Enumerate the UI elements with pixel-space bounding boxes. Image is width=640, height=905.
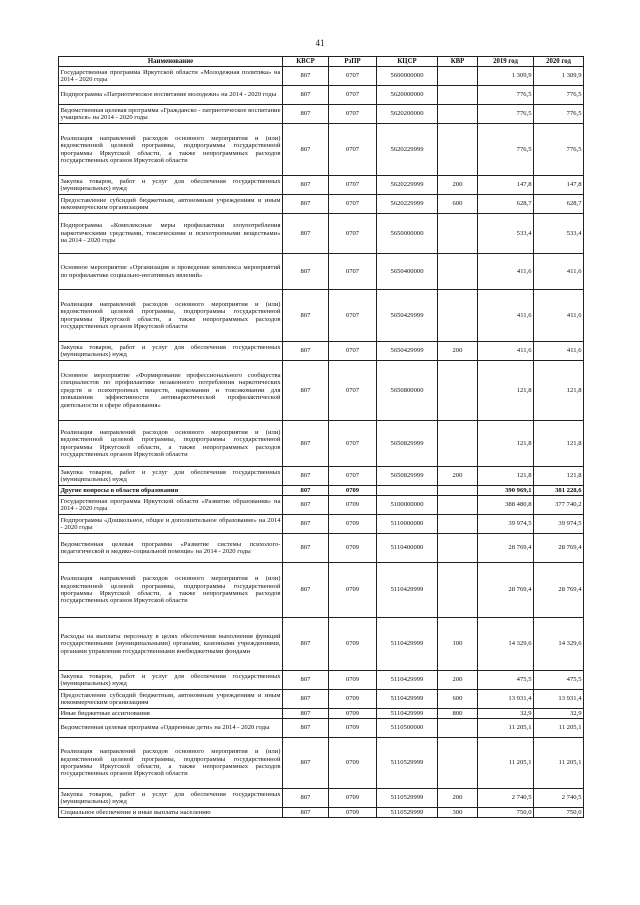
cell-kvr bbox=[438, 254, 478, 290]
cell-rzpr: 0707 bbox=[329, 290, 377, 342]
page-number: 41 bbox=[315, 38, 325, 48]
cell-name: Социальное обеспечение и иные выплаты населению bbox=[59, 808, 283, 818]
cell-kvsr: 807 bbox=[283, 195, 329, 214]
cell-y2020: 533,4 bbox=[534, 214, 584, 254]
table-row bbox=[59, 421, 584, 467]
cell-kcsr: 5650429999 bbox=[377, 290, 438, 342]
cell-y2019: 533,4 bbox=[478, 214, 534, 254]
cell-y2019: 411,6 bbox=[478, 254, 534, 290]
cell-kvsr: 807 bbox=[283, 290, 329, 342]
cell-y2019: 121,8 bbox=[478, 467, 534, 486]
cell-name: Ведомственная целевая программа «Развитие системы психолого-педагогической и медико-социальной помощи» на 2014 - 2020 годы bbox=[59, 534, 283, 563]
cell-name: Реализация направлений расходов основного мероприятия и (или) ведомственной целевой программы, подпрограммы государственной программы Иркутской области, а также непрограммных расходов государственных органов Иркутской области bbox=[59, 124, 283, 176]
cell-kcsr: 5620229999 bbox=[377, 195, 438, 214]
cell-name: Реализация направлений расходов основного мероприятия и (или) ведомственной целевой программы, подпрограммы государственной программы Иркутской области, а также непрограммных расходов государственных органов Иркутской области bbox=[59, 421, 283, 467]
cell-name: Основное мероприятие «Организация и проведение комплекса мероприятий по профилактике социально-негативных явлений» bbox=[59, 254, 283, 290]
cell-kcsr: 5100000000 bbox=[377, 496, 438, 515]
cell-rzpr: 0707 bbox=[329, 342, 377, 361]
table-row bbox=[59, 290, 584, 342]
cell-kcsr: 5110500000 bbox=[377, 719, 438, 738]
cell-rzpr: 0707 bbox=[329, 421, 377, 467]
table-row bbox=[59, 105, 584, 124]
cell-y2019: 2 740,5 bbox=[478, 789, 534, 808]
cell-y2019: 13 931,4 bbox=[478, 690, 534, 709]
cell-y2020: 13 931,4 bbox=[534, 690, 584, 709]
cell-kvr: 200 bbox=[438, 342, 478, 361]
cell-y2019: 1 309,9 bbox=[478, 67, 534, 86]
cell-kvsr: 807 bbox=[283, 618, 329, 671]
cell-y2019: 388 480,8 bbox=[478, 496, 534, 515]
cell-kvr bbox=[438, 67, 478, 86]
cell-name: Предоставление субсидий бюджетным, автономным учреждениям и иным некоммерческим организациям bbox=[59, 690, 283, 709]
cell-name: Реализация направлений расходов основного мероприятия и (или) ведомственной целевой программы, подпрограммы государственной программы Иркутской области, а также непрограммных расходов государственных органов Иркутской области bbox=[59, 290, 283, 342]
cell-kvsr: 807 bbox=[283, 342, 329, 361]
cell-kvsr: 807 bbox=[283, 86, 329, 105]
cell-rzpr: 0709 bbox=[329, 486, 377, 496]
cell-y2020: 628,7 bbox=[534, 195, 584, 214]
cell-y2019: 776,5 bbox=[478, 105, 534, 124]
cell-kcsr: 5110429999 bbox=[377, 709, 438, 719]
cell-y2020: 411,6 bbox=[534, 254, 584, 290]
cell-kvr: 200 bbox=[438, 671, 478, 690]
cell-kvsr: 807 bbox=[283, 486, 329, 496]
cell-kvr bbox=[438, 105, 478, 124]
cell-y2020: 28 769,4 bbox=[534, 534, 584, 563]
cell-kvsr: 807 bbox=[283, 738, 329, 789]
cell-y2020: 776,5 bbox=[534, 105, 584, 124]
cell-kvr: 600 bbox=[438, 195, 478, 214]
cell-kvsr: 807 bbox=[283, 515, 329, 534]
cell-y2019: 776,5 bbox=[478, 86, 534, 105]
cell-y2019: 11 205,1 bbox=[478, 719, 534, 738]
cell-kcsr: 5110429999 bbox=[377, 671, 438, 690]
cell-rzpr: 0709 bbox=[329, 789, 377, 808]
cell-kvsr: 807 bbox=[283, 534, 329, 563]
cell-kvsr: 807 bbox=[283, 789, 329, 808]
cell-kvsr: 807 bbox=[283, 808, 329, 818]
cell-rzpr: 0707 bbox=[329, 254, 377, 290]
table-row bbox=[59, 342, 584, 361]
cell-name: Расходы на выплаты персоналу в целях обеспечения выполнения функций государственными (муниципальными) органами, казенными учреждениями, органами управления государственными внебюджетными фондами bbox=[59, 618, 283, 671]
table-row bbox=[59, 563, 584, 618]
cell-kvsr: 807 bbox=[283, 124, 329, 176]
cell-kcsr: 5620229999 bbox=[377, 124, 438, 176]
cell-name: Подпрограмма «Патриотическое воспитание молодежи» на 2014 - 2020 годы bbox=[59, 86, 283, 105]
cell-kcsr: 5110529999 bbox=[377, 789, 438, 808]
cell-kcsr: 5620229999 bbox=[377, 176, 438, 195]
table-row bbox=[59, 214, 584, 254]
header-name: Наименование bbox=[59, 57, 283, 67]
cell-y2019: 475,5 bbox=[478, 671, 534, 690]
table-row bbox=[59, 195, 584, 214]
cell-name: Закупка товаров, работ и услуг для обеспечения государственных (муниципальных) нужд bbox=[59, 467, 283, 486]
cell-rzpr: 0709 bbox=[329, 496, 377, 515]
table-row bbox=[59, 254, 584, 290]
cell-rzpr: 0709 bbox=[329, 738, 377, 789]
cell-kvsr: 807 bbox=[283, 709, 329, 719]
cell-kcsr: 5110000000 bbox=[377, 515, 438, 534]
cell-kvsr: 807 bbox=[283, 496, 329, 515]
cell-kvr bbox=[438, 738, 478, 789]
cell-rzpr: 0709 bbox=[329, 534, 377, 563]
cell-kvsr: 807 bbox=[283, 421, 329, 467]
cell-y2020: 2 740,5 bbox=[534, 789, 584, 808]
table-row bbox=[59, 690, 584, 709]
table-row bbox=[59, 709, 584, 719]
cell-kvr: 200 bbox=[438, 789, 478, 808]
cell-y2020: 381 228,6 bbox=[534, 486, 584, 496]
table-row bbox=[59, 496, 584, 515]
table-row bbox=[59, 486, 584, 496]
cell-kcsr: 5650429999 bbox=[377, 342, 438, 361]
cell-kvsr: 807 bbox=[283, 214, 329, 254]
cell-y2019: 776,5 bbox=[478, 124, 534, 176]
cell-kvr bbox=[438, 124, 478, 176]
cell-kvsr: 807 bbox=[283, 671, 329, 690]
cell-y2019: 147,8 bbox=[478, 176, 534, 195]
cell-kvr: 200 bbox=[438, 467, 478, 486]
cell-kvr: 100 bbox=[438, 618, 478, 671]
cell-name: Подпрограмма «Дошкольное, общее и дополнительное образование» на 2014 - 2020 годы bbox=[59, 515, 283, 534]
cell-kvsr: 807 bbox=[283, 105, 329, 124]
cell-y2020: 1 309,9 bbox=[534, 67, 584, 86]
cell-kcsr: 5650829999 bbox=[377, 421, 438, 467]
cell-y2020: 750,0 bbox=[534, 808, 584, 818]
cell-rzpr: 0707 bbox=[329, 176, 377, 195]
table-row bbox=[59, 789, 584, 808]
cell-name: Предоставление субсидий бюджетным, автономным учреждениям и иным некоммерческим организациям bbox=[59, 195, 283, 214]
cell-kcsr: 5110429999 bbox=[377, 563, 438, 618]
cell-name: Закупка товаров, работ и услуг для обеспечения государственных (муниципальных) нужд bbox=[59, 789, 283, 808]
cell-y2019: 28 769,4 bbox=[478, 534, 534, 563]
cell-y2019: 28 769,4 bbox=[478, 563, 534, 618]
cell-rzpr: 0709 bbox=[329, 690, 377, 709]
header-kvsr: КВСР bbox=[283, 57, 329, 67]
cell-kcsr: 5620000000 bbox=[377, 86, 438, 105]
cell-rzpr: 0707 bbox=[329, 214, 377, 254]
cell-rzpr: 0707 bbox=[329, 361, 377, 421]
cell-kvr bbox=[438, 496, 478, 515]
cell-kvsr: 807 bbox=[283, 176, 329, 195]
table-row bbox=[59, 86, 584, 105]
cell-name: Иные бюджетные ассигнования bbox=[59, 709, 283, 719]
cell-kvr bbox=[438, 421, 478, 467]
cell-y2020: 121,8 bbox=[534, 467, 584, 486]
cell-kvsr: 807 bbox=[283, 690, 329, 709]
cell-y2019: 121,8 bbox=[478, 421, 534, 467]
table-row bbox=[59, 671, 584, 690]
cell-y2020: 411,6 bbox=[534, 342, 584, 361]
cell-kvr bbox=[438, 563, 478, 618]
table-row bbox=[59, 534, 584, 563]
cell-name: Закупка товаров, работ и услуг для обеспечения государственных (муниципальных) нужд bbox=[59, 176, 283, 195]
header-rzpr: РзПР bbox=[329, 57, 377, 67]
cell-rzpr: 0707 bbox=[329, 67, 377, 86]
cell-y2020: 121,8 bbox=[534, 361, 584, 421]
cell-name: Подпрограмма «Комплексные меры профилактики злоупотребления наркотическими средствами, токсическими и психотропными веществами» на 2014 - 2020 годы bbox=[59, 214, 283, 254]
cell-kcsr: 5110429999 bbox=[377, 690, 438, 709]
cell-kvsr: 807 bbox=[283, 67, 329, 86]
budget-table bbox=[58, 56, 584, 818]
cell-kcsr: 5110400000 bbox=[377, 534, 438, 563]
cell-name: Реализация направлений расходов основного мероприятия и (или) ведомственной целевой программы, подпрограммы государственной программы Иркутской области, а также непрограммных расходов государственных органов Иркутской области bbox=[59, 738, 283, 789]
cell-kvsr: 807 bbox=[283, 467, 329, 486]
cell-kvr: 800 bbox=[438, 709, 478, 719]
cell-y2020: 776,5 bbox=[534, 124, 584, 176]
cell-name: Государственная программа Иркутской области «Молодежная политика» на 2014 - 2020 годы bbox=[59, 67, 283, 86]
cell-kcsr: 5650800000 bbox=[377, 361, 438, 421]
cell-kvsr: 807 bbox=[283, 563, 329, 618]
cell-y2019: 11 205,1 bbox=[478, 738, 534, 789]
cell-kvr bbox=[438, 486, 478, 496]
cell-y2019: 121,8 bbox=[478, 361, 534, 421]
cell-kcsr: 5110529999 bbox=[377, 808, 438, 818]
table-header-row bbox=[59, 57, 584, 67]
header-2020: 2020 год bbox=[534, 57, 584, 67]
cell-name: Другие вопросы в области образования bbox=[59, 486, 283, 496]
cell-y2020: 28 769,4 bbox=[534, 563, 584, 618]
cell-y2020: 11 205,1 bbox=[534, 738, 584, 789]
cell-name: Ведомственная целевая программа «Гражданско - патриотическое воспитание учащихся» на 2014 - 2020 годы bbox=[59, 105, 283, 124]
cell-y2020: 14 329,6 bbox=[534, 618, 584, 671]
cell-y2019: 39 974,5 bbox=[478, 515, 534, 534]
cell-rzpr: 0707 bbox=[329, 86, 377, 105]
cell-kvr bbox=[438, 86, 478, 105]
header-2019: 2019 год bbox=[478, 57, 534, 67]
cell-name: Закупка товаров, работ и услуг для обеспечения государственных (муниципальных) нужд bbox=[59, 671, 283, 690]
cell-y2020: 776,5 bbox=[534, 86, 584, 105]
cell-name: Реализация направлений расходов основного мероприятия и (или) ведомственной целевой программы, подпрограммы государственной программы Иркутской области, а также непрограммных расходов государственных органов Иркутской области bbox=[59, 563, 283, 618]
cell-kcsr: 5110529999 bbox=[377, 738, 438, 789]
cell-y2019: 411,6 bbox=[478, 290, 534, 342]
table-row bbox=[59, 67, 584, 86]
cell-y2020: 411,6 bbox=[534, 290, 584, 342]
cell-name: Ведомственная целевая программа «Одаренные дети» на 2014 - 2020 годы bbox=[59, 719, 283, 738]
cell-y2020: 32,9 bbox=[534, 709, 584, 719]
cell-y2019: 14 329,6 bbox=[478, 618, 534, 671]
cell-kvsr: 807 bbox=[283, 254, 329, 290]
table-row bbox=[59, 467, 584, 486]
cell-y2019: 32,9 bbox=[478, 709, 534, 719]
cell-kcsr bbox=[377, 486, 438, 496]
cell-kcsr: 5110429999 bbox=[377, 618, 438, 671]
cell-rzpr: 0707 bbox=[329, 105, 377, 124]
cell-kcsr: 5650000000 bbox=[377, 214, 438, 254]
table-body bbox=[59, 67, 584, 818]
cell-y2020: 377 740,2 bbox=[534, 496, 584, 515]
cell-rzpr: 0707 bbox=[329, 124, 377, 176]
cell-rzpr: 0709 bbox=[329, 671, 377, 690]
cell-y2020: 121,8 bbox=[534, 421, 584, 467]
cell-kvsr: 807 bbox=[283, 361, 329, 421]
cell-name: Закупка товаров, работ и услуг для обеспечения государственных (муниципальных) нужд bbox=[59, 342, 283, 361]
cell-y2020: 39 974,5 bbox=[534, 515, 584, 534]
header-kvr: КВР bbox=[438, 57, 478, 67]
table-row bbox=[59, 618, 584, 671]
cell-name: Государственная программа Иркутской области «Развитие образования» на 2014 - 2020 годы bbox=[59, 496, 283, 515]
cell-kvr bbox=[438, 361, 478, 421]
cell-y2019: 411,6 bbox=[478, 342, 534, 361]
cell-rzpr: 0709 bbox=[329, 709, 377, 719]
cell-rzpr: 0709 bbox=[329, 515, 377, 534]
table-row bbox=[59, 515, 584, 534]
cell-y2019: 628,7 bbox=[478, 195, 534, 214]
cell-name: Основное мероприятие «Формирование профессионального сообщества специалистов по профилактике незаконного потребления наркотических средств и психотропных веществ, наркомании и токсикомании для повышения эффективности антинаркотической профилактической деятельности в сфере образования» bbox=[59, 361, 283, 421]
table-row bbox=[59, 361, 584, 421]
cell-rzpr: 0709 bbox=[329, 563, 377, 618]
cell-rzpr: 0709 bbox=[329, 719, 377, 738]
cell-kvr: 300 bbox=[438, 808, 478, 818]
cell-kcsr: 5650400000 bbox=[377, 254, 438, 290]
cell-kvr bbox=[438, 214, 478, 254]
cell-rzpr: 0707 bbox=[329, 467, 377, 486]
cell-y2019: 390 969,1 bbox=[478, 486, 534, 496]
cell-kvr bbox=[438, 290, 478, 342]
cell-kvr bbox=[438, 515, 478, 534]
cell-kvr: 600 bbox=[438, 690, 478, 709]
cell-kcsr: 5600000000 bbox=[377, 67, 438, 86]
table-row bbox=[59, 124, 584, 176]
cell-rzpr: 0707 bbox=[329, 195, 377, 214]
cell-y2020: 147,8 bbox=[534, 176, 584, 195]
cell-y2019: 750,0 bbox=[478, 808, 534, 818]
cell-y2020: 11 205,1 bbox=[534, 719, 584, 738]
cell-kvr: 200 bbox=[438, 176, 478, 195]
cell-y2020: 475,5 bbox=[534, 671, 584, 690]
cell-kvsr: 807 bbox=[283, 719, 329, 738]
table-row bbox=[59, 808, 584, 818]
table-row bbox=[59, 738, 584, 789]
table-row bbox=[59, 176, 584, 195]
cell-kvr bbox=[438, 534, 478, 563]
cell-rzpr: 0709 bbox=[329, 618, 377, 671]
cell-kcsr: 5650829999 bbox=[377, 467, 438, 486]
table-row bbox=[59, 719, 584, 738]
header-kcsr: КЦСР bbox=[377, 57, 438, 67]
cell-kvr bbox=[438, 719, 478, 738]
cell-kcsr: 5620200000 bbox=[377, 105, 438, 124]
cell-rzpr: 0709 bbox=[329, 808, 377, 818]
